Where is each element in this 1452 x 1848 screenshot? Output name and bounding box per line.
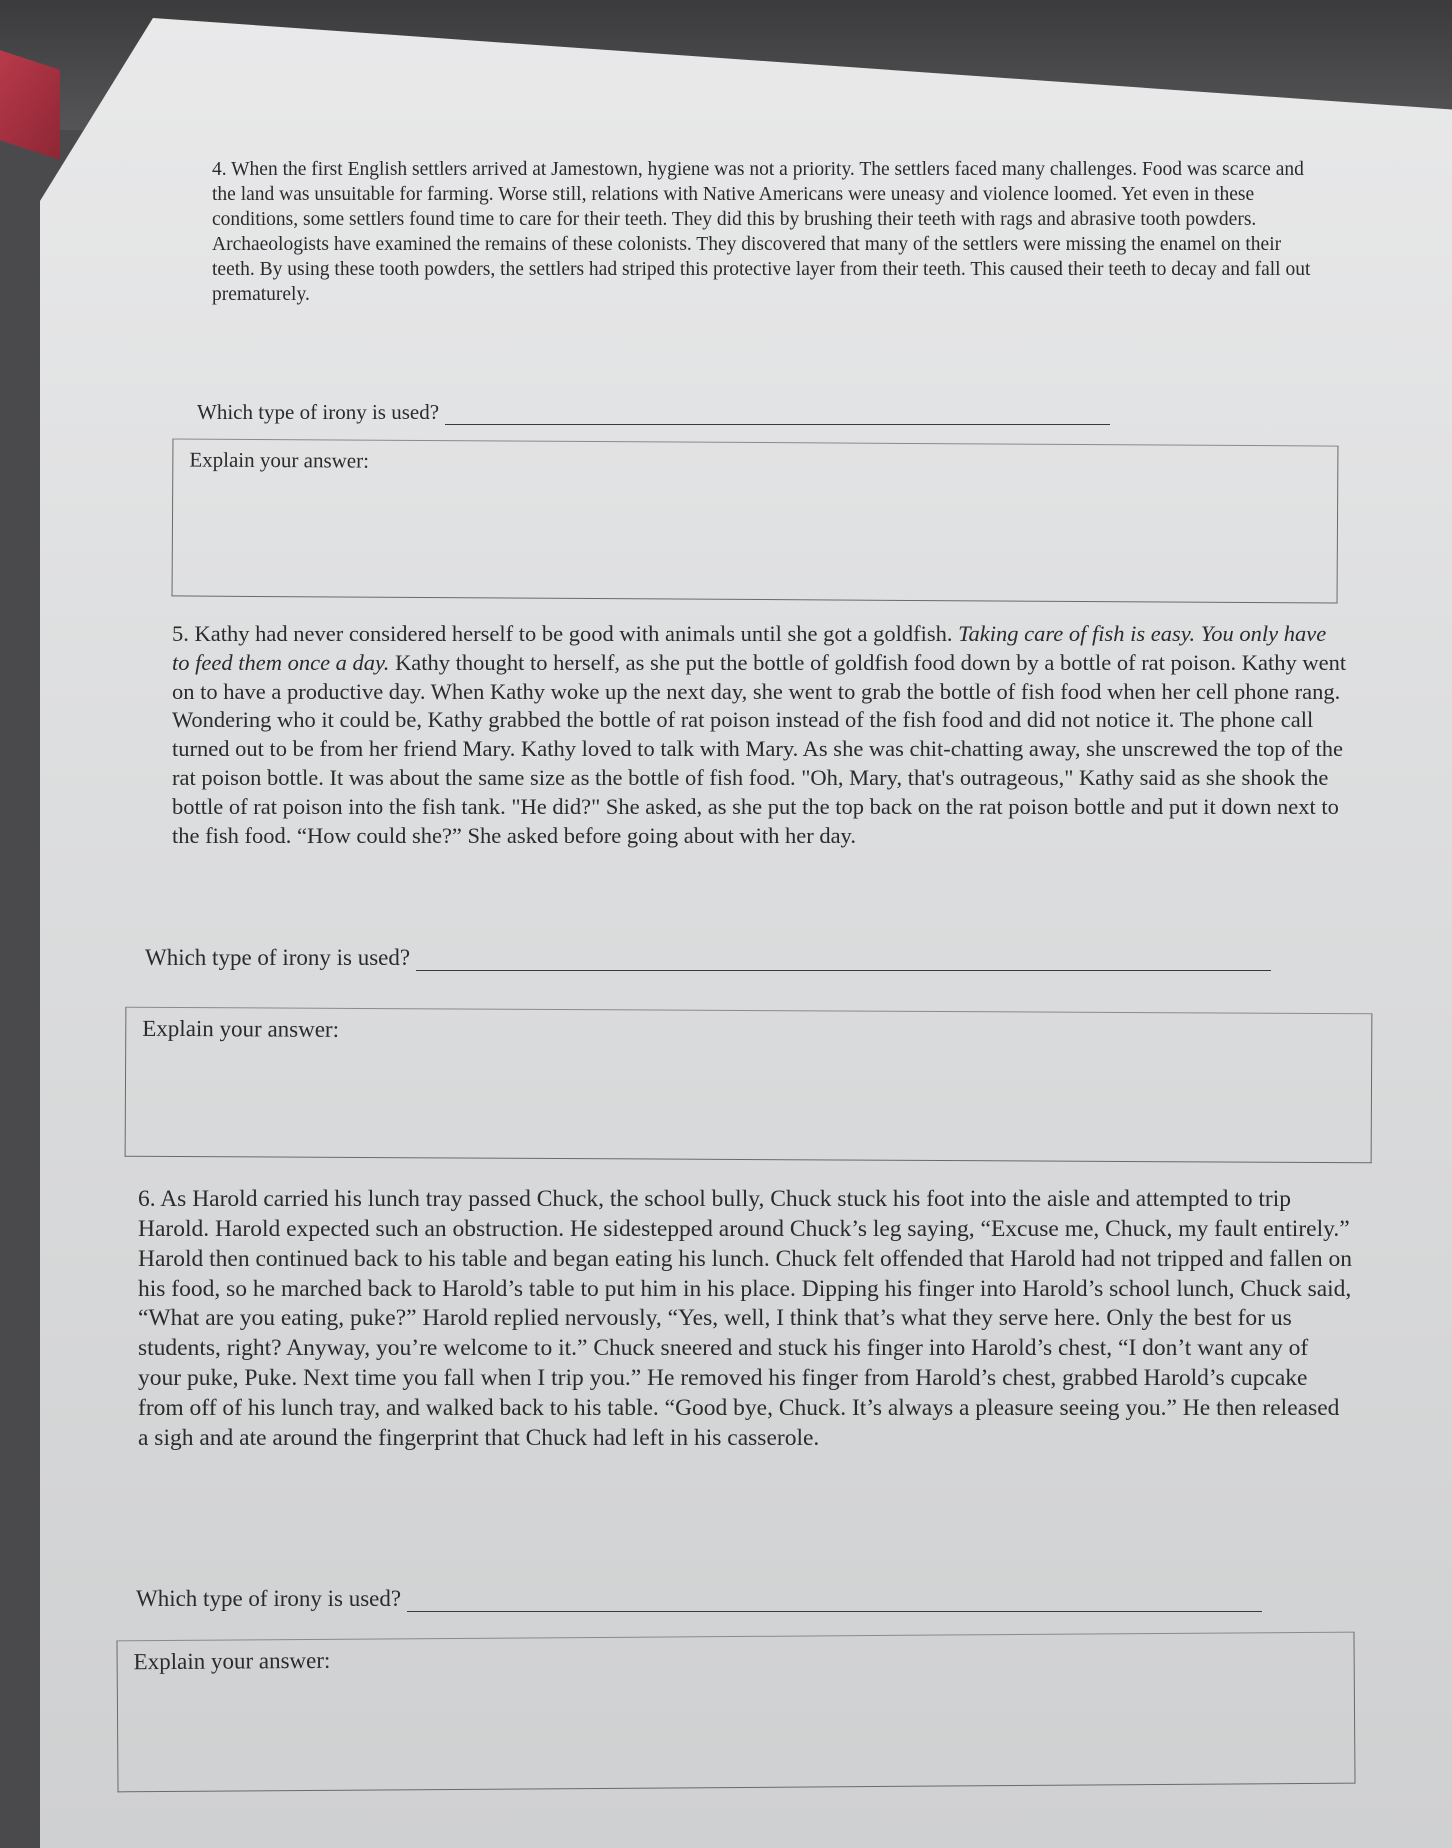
- question-5-passage-end: Kathy thought to herself, as she put the bottle of goldfish food down by a bottle of rat poison. Kathy went on to have a productive day. When Kathy woke up the next day, she went to grab the bottle of fish food when her cell phone rang. Wondering who it could be, Kathy grabbed the bottle of rat poison instead of the fish food and did not notice it. The phone call turned out to be from her friend Mary. Kathy loved to talk with Mary. As she was chit-chatting away, she unscrewed the top of the rat poison bottle. It was about the same size as the bottle of fish food. "Oh, Mary, that's outrageous," Kathy said as she shook the bottle of rat poison into the fish tank. "He did?" She asked, as she put the top back on the rat poison bottle and put it down next to the fish food. “How could she?” She asked before going about with her day.: [172, 649, 1347, 848]
- question-5-explain-label: Explain your answer:: [142, 1015, 340, 1042]
- question-4-irony-answer-line[interactable]: [445, 423, 1110, 425]
- question-5-explain-box[interactable]: [125, 1007, 1373, 1164]
- question-4-explain-label: Explain your answer:: [189, 447, 370, 473]
- question-5-passage: [172, 620, 1347, 850]
- question-6-explain-label: Explain your answer:: [133, 1647, 331, 1675]
- question-6-irony-prompt: [136, 1586, 1262, 1612]
- question-6-irony-label: Which type of irony is used?: [136, 1586, 402, 1611]
- question-4-irony-prompt: [197, 400, 1110, 425]
- question-5-passage-start: 5. Kathy had never considered herself to be good with animals until she got a goldfish.: [172, 621, 959, 646]
- question-4-passage: 4. When the first English settlers arrived at Jamestown, hygiene was not a priority. The settlers faced many challenges. Food was scarce and the land was unsuitable for farming. Worse still, relations with Native Americans were uneasy and violence loomed. Yet even in these conditions, some settlers found time to care for their teeth. They did this by brushing their teeth with rags and abrasive tooth powders. Archaeologists have examined the remains of these colonists. They discovered that many of the settlers were missing the enamel on their teeth. By using these tooth powders, the settlers had striped this protective layer from their teeth. This caused their teeth to decay and fall out prematurely.: [212, 159, 1311, 305]
- question-4-irony-label: Which type of irony is used?: [197, 400, 440, 424]
- question-6-passage: 6. As Harold carried his lunch tray passed Chuck, the school bully, Chuck stuck his foot into the aisle and attempted to trip Harold. Harold expected such an obstruction. He sidestepped around Chuck’s leg saying, “Excuse me, Chuck, my fault entirely.” Harold then continued back to his table and began eating his lunch. Chuck felt offended that Harold had not tripped and fallen on his food, so he marched back to Harold’s table to put him in his place. Dipping his finger into Harold’s school lunch, Chuck said, “What are you eating, puke?” Harold replied nervously, “Yes, well, I think that’s what they serve here. Only the best for us students, right? Anyway, you’re welcome to it.” Chuck sneered and stuck his finger into Harold’s chest, “I don’t want any of your puke, Puke. Next time you fall when I trip you.” He removed his finger from Harold’s chest, grabbed Harold’s cupcake from off of his lunch tray, and walked back to his table. “Good bye, Chuck. It’s always a pleasure seeing you.” He then released a sigh and ate around the fingerprint that Chuck had left in his casserole.: [138, 1186, 1353, 1451]
- question-5-passage-italic: Taking care of fish is easy. You only have to feed them once a day.: [172, 621, 1327, 675]
- question-6-irony-answer-line[interactable]: [407, 1610, 1262, 1612]
- question-5-irony-answer-line[interactable]: [416, 969, 1271, 971]
- question-6-explain-box[interactable]: [116, 1632, 1355, 1793]
- question-5-irony-prompt: [145, 945, 1271, 971]
- question-4-explain-box[interactable]: [172, 438, 1339, 603]
- question-5-irony-label: Which type of irony is used?: [145, 945, 411, 970]
